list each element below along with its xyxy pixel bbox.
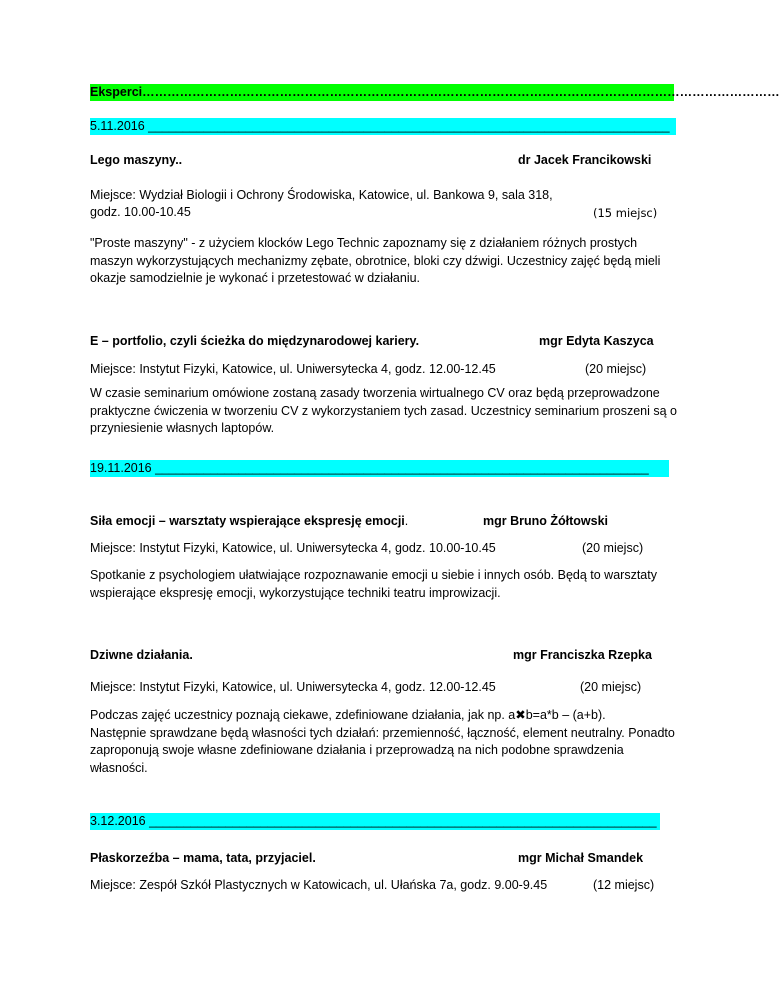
event-time: godz. 10.00-10.45 xyxy=(90,205,191,219)
event-description-text: Podczas zajęć uczestnicy poznają ciekawe, zdefiniowane działania, jak np. a✖b=a*b – (a+b). xyxy=(90,708,606,722)
event-description-text: Następnie sprawdzane będą własności tych działań: przemienność, łączność, element neutralny. Ponadto zaproponują swoje własne zdefiniowane działania i przeprowadzą na nich podobne sprawdzenia własności. xyxy=(90,725,675,775)
event-place: Miejsce: Instytut Fizyki, Katowice, ul. Uniwersytecka 4, godz. 12.00-12.45 xyxy=(90,680,496,694)
event-speaker: mgr Michał Smandek xyxy=(518,851,644,865)
event-place: Miejsce: Wydział Biologii i Ochrony Środowiska, Katowice, ul. Bankowa 9, sala 318, xyxy=(90,188,553,202)
event-place: Miejsce: Zespół Szkół Plastycznych w Katowicach, ul. Ułańska 7a, godz. 9.00-9.45 xyxy=(90,878,548,892)
event-spots: (20 miejsc) xyxy=(585,362,647,376)
section-date: 19.11.2016 _______________________________________________________________________ xyxy=(90,460,669,477)
event-title: Płaskorzeźba – mama, tata, przyjaciel. xyxy=(90,851,316,865)
event-description xyxy=(90,707,680,777)
event-place: Miejsce: Instytut Fizyki, Katowice, ul. Uniwersytecka 4, godz. 10.00-10.45 xyxy=(90,541,496,555)
section-date: 3.12.2016 _________________________________________________________________________ xyxy=(90,813,660,830)
event-title-suffix: . xyxy=(404,514,409,528)
event-spots: (20 miejsc) xyxy=(582,541,644,555)
event-spots: (20 miejsc) xyxy=(580,680,642,694)
event-spots: (12 miejsc) xyxy=(593,878,655,892)
event-speaker: mgr Edyta Kaszyca xyxy=(539,334,654,348)
event-title-line xyxy=(90,513,408,530)
event-place: Miejsce: Instytut Fizyki, Katowice, ul. Uniwersytecka 4, godz. 12.00-12.45 xyxy=(90,362,496,376)
event-description-text: Spotkanie z psychologiem ułatwiające rozpoznawanie emocji u siebie i innych osób. Będą to warsztaty wspierające ekspresję emocji, wykorzystujące techniki teatru improwizacji. xyxy=(90,568,657,600)
event-title: Siła emocji – warsztaty wspierające ekspresję emocji xyxy=(90,514,405,528)
event-speaker: mgr Franciszka Rzepka xyxy=(513,648,652,662)
event-title: Lego maszyny.. xyxy=(90,153,183,167)
event-spots: (15 miejsc) xyxy=(593,206,658,220)
event-speaker: mgr Bruno Żółtowski xyxy=(483,514,608,528)
section-date: 5.11.2016 ___________________________________________________________________________ xyxy=(90,118,676,135)
event-description-text: W czasie seminarium omówione zostaną zasady tworzenia wirtualnego CV oraz będą przeprowadzone praktyczne ćwiczenia w tworzeniu CV z wykorzystaniem tych zasad. Uczestnicy seminarium proszeni są o przyniesienie własnych laptopów. xyxy=(90,386,678,435)
event-description xyxy=(90,235,680,288)
event-speaker: dr Jacek Francikowski xyxy=(518,153,652,167)
event-description-text: "Proste maszyny" - z użyciem klocków Lego Technic zapoznamy się z działaniem różnych prostych maszyn wykorzystujących mechanizmy zębate, obrotnice, bloki czy dźwigi. Uczestnicy zajęć będą mieli okazje samodzielnie je wykonać i przetestować w działaniu. xyxy=(90,236,661,285)
event-title: Dziwne działania. xyxy=(90,648,193,662)
experts-heading: Eksperci……………………………………………………………………………………………………………………………………… xyxy=(90,85,780,99)
event-title: E – portfolio, czyli ścieżka do międzynarodowej kariery. xyxy=(90,334,420,348)
event-description xyxy=(90,567,680,602)
event-description xyxy=(90,385,680,438)
